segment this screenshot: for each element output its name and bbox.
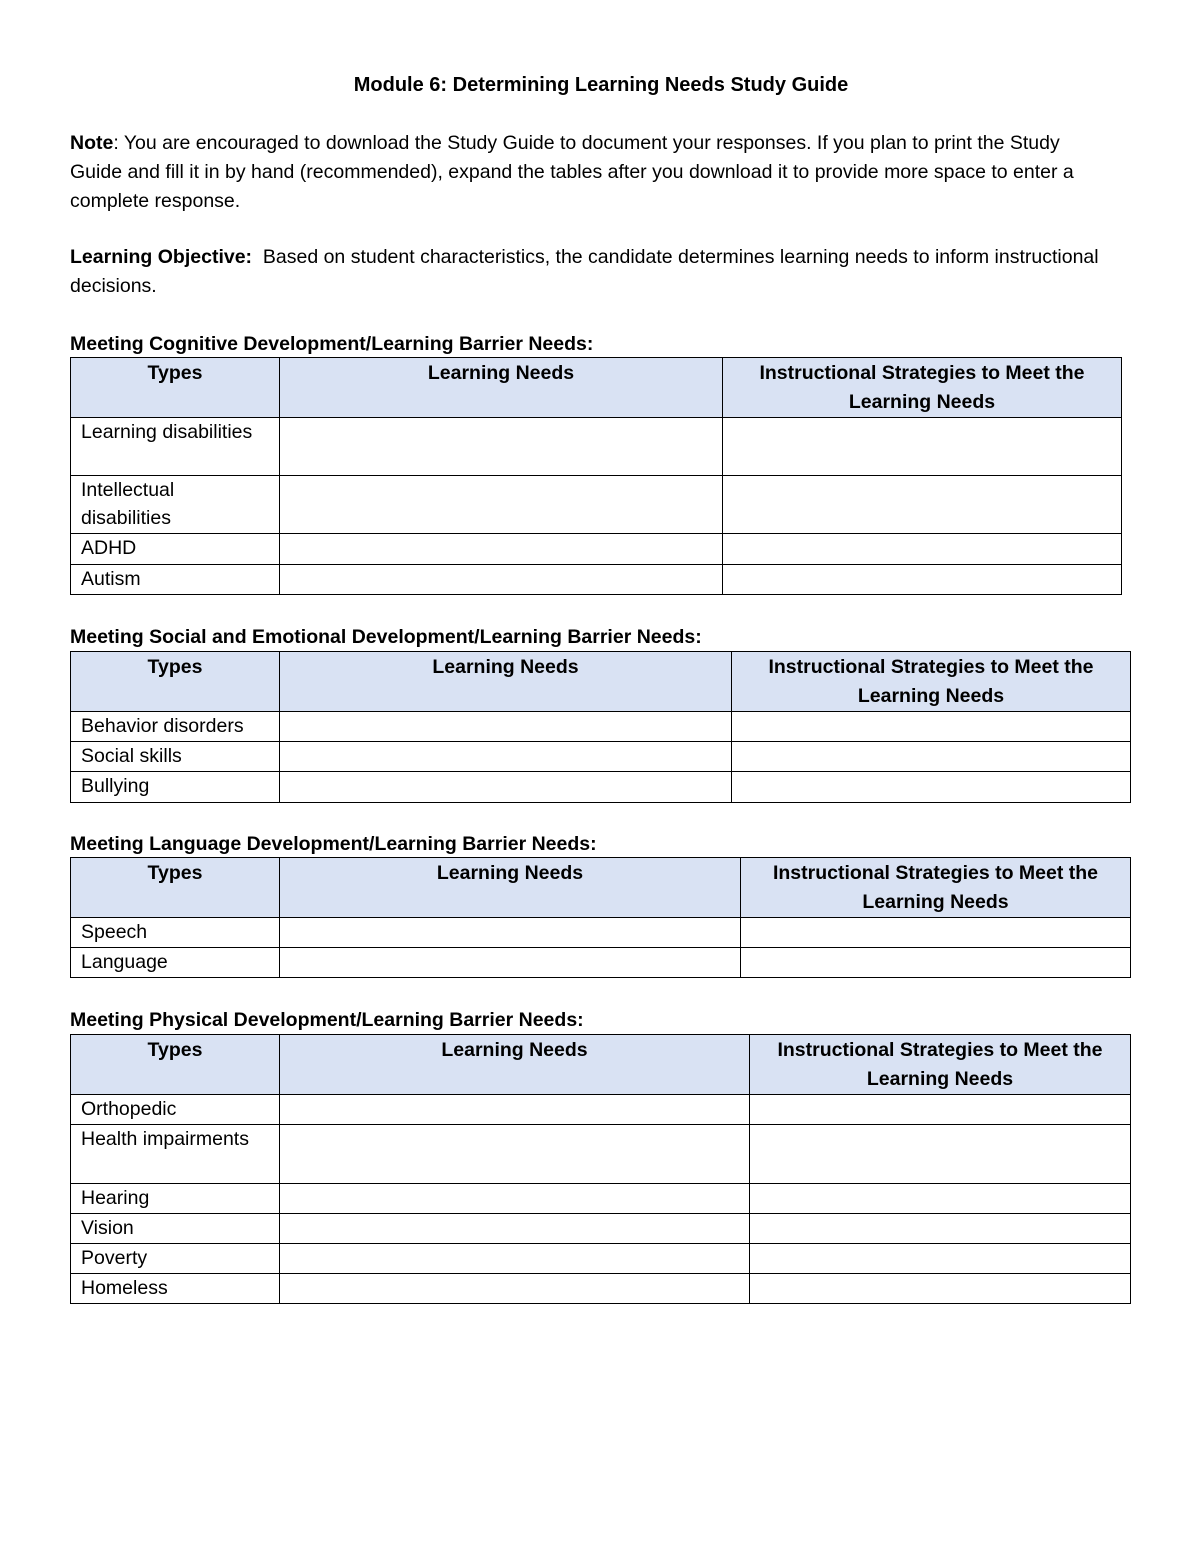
learning-objective-paragraph [70,243,1115,301]
strategies-cell[interactable] [723,565,1122,595]
row-type-label: Social skills [71,742,280,772]
strategies-cell[interactable] [723,476,1122,534]
cognitive-table [70,357,1122,595]
strategies-cell[interactable] [750,1095,1131,1125]
column-header-types: Types [71,1035,280,1095]
table-row [71,1095,1131,1125]
learning-needs-cell[interactable] [280,1214,750,1244]
learning-needs-cell[interactable] [280,1184,750,1214]
learning-needs-cell[interactable] [280,534,723,565]
section-heading-social-emotional: Meeting Social and Emotional Development/Learning Barrier Needs: [70,626,702,648]
table-row [71,712,1131,742]
column-header-learning-needs: Learning Needs [280,358,723,418]
learning-needs-cell[interactable] [280,1125,750,1184]
table-row [71,534,1122,565]
row-type-label: Vision [71,1214,280,1244]
row-type-label: Intellectual disabilities [71,476,280,534]
learning-needs-cell[interactable] [280,918,741,948]
table-row [71,1244,1131,1274]
section-heading-physical: Meeting Physical Development/Learning Barrier Needs: [70,1009,584,1031]
note-label: Note [70,132,114,154]
learning-needs-cell[interactable] [280,772,732,803]
row-type-label: Hearing [71,1184,280,1214]
table-row [71,1274,1131,1304]
strategies-cell[interactable] [741,948,1131,978]
strategies-cell[interactable] [732,742,1131,772]
language-table [70,857,1131,978]
column-header-learning-needs: Learning Needs [280,1035,750,1095]
table-header-row [71,858,1131,918]
learning-needs-cell[interactable] [280,1244,750,1274]
page-title: Module 6: Determining Learning Needs Study Guide [353,74,849,96]
physical-table [70,1034,1131,1304]
section-heading-cognitive: Meeting Cognitive Development/Learning Barrier Needs: [70,333,594,355]
table-header-row [71,1035,1131,1095]
column-header-learning-needs: Learning Needs [280,652,732,712]
column-header-learning-needs: Learning Needs [280,858,741,918]
column-header-strategies: Instructional Strategies to Meet the Learning Needs [732,652,1131,712]
strategies-cell[interactable] [750,1184,1131,1214]
column-header-types: Types [71,652,280,712]
table-header-row [71,652,1131,712]
strategies-cell[interactable] [732,772,1131,803]
table-row [71,1184,1131,1214]
strategies-cell[interactable] [750,1125,1131,1184]
row-type-label: Homeless [71,1274,280,1304]
row-type-label: Orthopedic [71,1095,280,1125]
row-type-label: Autism [71,565,280,595]
table-row [71,418,1122,476]
table-row [71,1214,1131,1244]
row-type-label: Health impairments [71,1125,280,1184]
strategies-cell[interactable] [750,1214,1131,1244]
strategies-cell[interactable] [750,1274,1131,1304]
row-type-label: Bullying [71,772,280,803]
table-header-row [71,358,1122,418]
table-row [71,476,1122,534]
row-type-label: Poverty [71,1244,280,1274]
strategies-cell[interactable] [723,418,1122,476]
social-emotional-table [70,651,1131,803]
row-type-label: Behavior disorders [71,712,280,742]
table-row [71,1125,1131,1184]
learning-needs-cell[interactable] [280,948,741,978]
section-heading-language: Meeting Language Development/Learning Barrier Needs: [70,833,597,855]
learning-needs-cell[interactable] [280,565,723,595]
row-type-label: ADHD [71,534,280,565]
note-paragraph [70,129,1115,216]
learning-needs-cell[interactable] [280,712,732,742]
row-type-label: Learning disabilities [71,418,280,476]
learning-needs-cell[interactable] [280,1095,750,1125]
learning-objective-text: Based on student characteristics, the candidate determines learning needs to inform instructional decisions. [70,246,1105,297]
table-row [71,772,1131,803]
row-type-label: Speech [71,918,280,948]
note-text: : You are encouraged to download the Study Guide to document your responses. If you plan to print the Study Guide and fill it in by hand (recommended), expand the tables after you download it to provide more space to enter a complete response. [70,132,1074,212]
learning-needs-cell[interactable] [280,742,732,772]
learning-objective-label: Learning Objective: [70,246,253,268]
table-row [71,565,1122,595]
column-header-strategies: Instructional Strategies to Meet the Learning Needs [723,358,1122,418]
strategies-cell[interactable] [750,1244,1131,1274]
table-row [71,742,1131,772]
learning-needs-cell[interactable] [280,1274,750,1304]
column-header-types: Types [71,358,280,418]
row-type-label: Language [71,948,280,978]
table-row [71,918,1131,948]
learning-needs-cell[interactable] [280,476,723,534]
strategies-cell[interactable] [741,918,1131,948]
strategies-cell[interactable] [723,534,1122,565]
table-row [71,948,1131,978]
learning-needs-cell[interactable] [280,418,723,476]
strategies-cell[interactable] [732,712,1131,742]
column-header-types: Types [71,858,280,918]
column-header-strategies: Instructional Strategies to Meet the Learning Needs [741,858,1131,918]
column-header-strategies: Instructional Strategies to Meet the Learning Needs [750,1035,1131,1095]
